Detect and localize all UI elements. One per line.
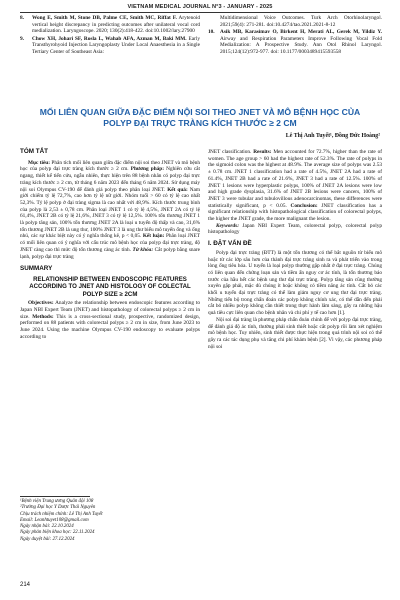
footnote-accepted: Ngày duyệt bài: 27.12.2024	[20, 536, 75, 542]
footnote-rule	[20, 496, 90, 497]
article-title: MỐI LIÊN QUAN GIỮA ĐẶC ĐIỂM NỘI SOI THEO JNET VÀ MÔ BỆNH HỌC CỦA POLYP ĐẠI TRỰC TRÀNG KÍCH THƯỚC ≥ 2 CM	[39, 107, 361, 128]
reference-number: 8.	[20, 15, 24, 21]
section-heading-intro: I. ĐẶT VẤN ĐỀ	[208, 240, 252, 248]
intro-paragraph-2: Nội soi đại tràng là phương pháp chẩn đoán chính để với polyp đại trực tràng, để đánh giá độ ác tính, thường phải sinh thiết hoặc cắt polyp rồi làm xét nghiệm mô bệnh học. Tuy nhiên, sinh thiết được thực hiện trong quá trình nội soi có thể gây ra các tác dụng phụ và tăng chi phí khám bệnh [2]. Vì vậy, các phương pháp nội soi	[208, 316, 382, 350]
intro-paragraph-1: Polyp đại trực tràng (ĐTT) là một tổn thương có thể bắt nguồn từ biểu mô hoặc từ các lớp sâu hơn của thành đại trực tràng sinh ra và phát triển vào trong lòng ống tiêu hóa. U tuyến là loại polyp thường gặp nhất ở đại trực tràng. Chúng có liên quan đến chứng loạn sản và tiềm ẩn nguy cơ ác tính, là tổn thương báo trước của hầu hết các bệnh ung thư đại trực tràng. Polyp tăng sản cũng thường xuyên gặp phải, mặc dù chúng ít hoặc không có tiềm năng ác tính. Cắt bỏ các khối u tuyến đại trực tràng có thể làm giảm nguy cơ ung thư đại trực tràng. Những tiến bộ trong chẩn đoán các polyp không chính xác, có thể dẫn đến phải cắt bỏ nhiều polyp không cần thiết trong thực hành lâm sàng, gây ra những hậu quả tiêu cực liên quan cho bệnh nhân và chi phí y tế cao hơn [1].	[208, 249, 382, 317]
article-authors: Lê Thị Anh Tuyết¹, Đồng Đức Hoàng²	[285, 133, 380, 139]
left-body-column	[20, 149, 200, 340]
footnote-affiliation-2: ²Trường Đại học Y Dược Thái Nguyên	[20, 505, 96, 511]
references-right-column	[208, 15, 382, 56]
footnote-affiliation-1: ¹Bệnh viện Trung ương Quân đội 108	[20, 499, 94, 504]
reference-number: 9.	[20, 35, 24, 42]
footnotes	[20, 499, 200, 543]
reference-item	[20, 36, 200, 56]
reference-text: Early Transthyrohyoid Injection Laryngoplasty Under Local Anaesthesia in a Single Tertiary Center of Southeast Asia:	[32, 35, 200, 55]
reference-text: Arytenoid vertical height discrepancy in predicting outcomes after unilateral vocal cord medialization. Laryngoscope. 2020; 130(2):418-422. doi:10.1002/lary.27900	[32, 15, 200, 35]
footnote-corresponding: Chịu trách nhiệm chính: Lê Thị Anh Tuyết	[20, 511, 103, 517]
reference-text: Airway and Respiration Parameters Improve Following Vocal Fold Medialization: A Prospective Study. Ann Otol Rhinol Laryngol. 2015;124(12):972-977. doi: 10.1177/0003489415593558	[220, 35, 382, 55]
references-left-column	[20, 15, 200, 56]
footnote-reviewed: Ngày phản biện khoa học: 22.11.2024	[20, 530, 95, 536]
footnote-received: Ngày nhận bài: 22.10.2024	[20, 524, 74, 530]
reference-authors: Asik MB, Karasimav O, Birkent H, Merati AL, Gerek M, Yildiz Y.	[220, 28, 382, 35]
english-title: RELATIONSHIP BETWEEN ENDOSCOPIC FEATURES ACCORDING TO JNET AND HISTOLOGY OF COLECTAL POLYP SIZE ≥ 2CM	[29, 275, 191, 298]
header-rule	[20, 12, 380, 13]
reference-number: 10.	[208, 28, 215, 35]
abstract-heading-vi: TÓM TẮT	[20, 148, 48, 155]
reference-item	[208, 29, 382, 56]
abstract-en-continued: JNET classification. Results: Men accounted for 72.7%, higher than the rate of women. The age group > 60 had the highest rate of 52.3%. The rate of polyps in the sigmoid colon was the highest at 48.9%. The average size of polyps was 2.53 ± 0.78 cm. JNET 1 classification had a rate of 4.5%, JNET 2A had a rate of 61.4%, JNET 2B had a rate of 21.6%, JNET 3 had a rate of 12.5%. 100% of JNET 1 lesions were hyperplastic polyps, 100% of JNET 2A lesions were low and high grade dysplasia, 31.6% of JNET 2B lesions were cancers, 100% of JNET 3 were tubular and tubulovillous adenocarcinomas, these differences were statistically significant, p < 0.05. Conclusion: JNET classification has a significant relationship with histopathological classification of colorectal polyps, the higher the JNET grade, the more malignant the lesion.	[208, 149, 382, 223]
page-number: 214	[20, 582, 31, 588]
reference-number	[208, 15, 220, 28]
reference-item	[208, 15, 382, 28]
reference-text: Multidimensional Voice Outcomes. Turk Arch Otorhinolaryngol. 2021;59(4): 271-281. doi:10.4274/tao.2021.2021-8-12	[220, 15, 382, 28]
reference-authors: Chow XH, Johari SF, Rosla L, Wahab AFA, Azman M, Baki MM.	[32, 35, 187, 42]
summary-heading: SUMMARY	[20, 265, 53, 273]
reference-item	[20, 15, 200, 35]
abstract-en: Objectives: Analyze the relationship between endoscopic features according to Japan NBI Expert Team (JNET) and histopathology of colorectal polyps ≥ 2 cm in size. Methods: This is a cross-sectional study, prospective, randomized design, performed on 88 patients with colorectal polyps ≥ 2 cm in size, from June 2023 to June 2024. Using the machine Olympus CV-190 endoscopy to evaluate polyps according to	[20, 300, 200, 340]
right-body-column	[208, 149, 382, 350]
abstract-vi: Mục tiêu: Phân tích mối liên quan giữa đặc điểm nội soi theo JNET và mô bệnh học của polyp đại trực tràng kích thước ≥ 2 cm. Phương pháp: Nghiên cứu cắt ngang, thiết kế tiến cứu, ngẫu nhiên, thực hiện trên 88 bệnh nhân có polyp đại trực tràng kích thước ≥ 2 cm, từ tháng 6 năm 2023 đến tháng 6 năm 2024. Sử dụng máy nội soi Olympus CV-190 để đánh giá polyp theo phân loại JNET. Kết quả: Nam giới chiếm tỷ lệ 72,7%, cao hơn tỷ lệ nữ giới. Nhóm tuổi > 60 có tỷ lệ cao nhất 52,3%. Tỷ lệ polyp ở đại tràng sigma là cao nhất với 48,9%. Kích thước trung bình của polyp là 2,53 ± 0,78 cm. Phân loại JNET 1 có tỷ lệ 4,5%, JNET 2A có tỷ lệ 61,4%, JNET 2B có tỷ lệ 21,6%, JNET 3 có tỷ lệ 12,5%. 100% tổn thương JNET 1 là polyp tăng sản, 100% tổn thương JNET 2A là loại u tuyến độ thấp và cao, 31,6% tổn thương JNET 2B là ung thư, 100% JNET 3 là ung thư biểu mô tuyến ống và ống nhú, các sự khác biệt này có ý nghĩa thống kê, p < 0,05. Kết luận: Phân loại JNET có mối liên quan có ý nghĩa với cấu trúc mô bệnh học của polyp đại trực tràng, độ JNET càng cao thì mức độ tổn thương càng ác tính. Từ khóa: Cắt polyp bằng snare lạnh, polyp đại trực tràng	[20, 159, 201, 260]
reference-authors: Wong E, Smith M, Stone DB, Palme CE, Smith MC, Riffat F.	[32, 15, 177, 21]
journal-header: VIETNAM MEDICAL JOURNAL N°3 - JANUARY - 2025	[127, 4, 273, 10]
footnote-email: Email: Leanhtuyet108@gmail.com	[20, 517, 89, 523]
keywords-en: Keywords: Japan NBI Expert Team, colorectal polyp, colorectal polyp histopathology	[208, 222, 382, 236]
